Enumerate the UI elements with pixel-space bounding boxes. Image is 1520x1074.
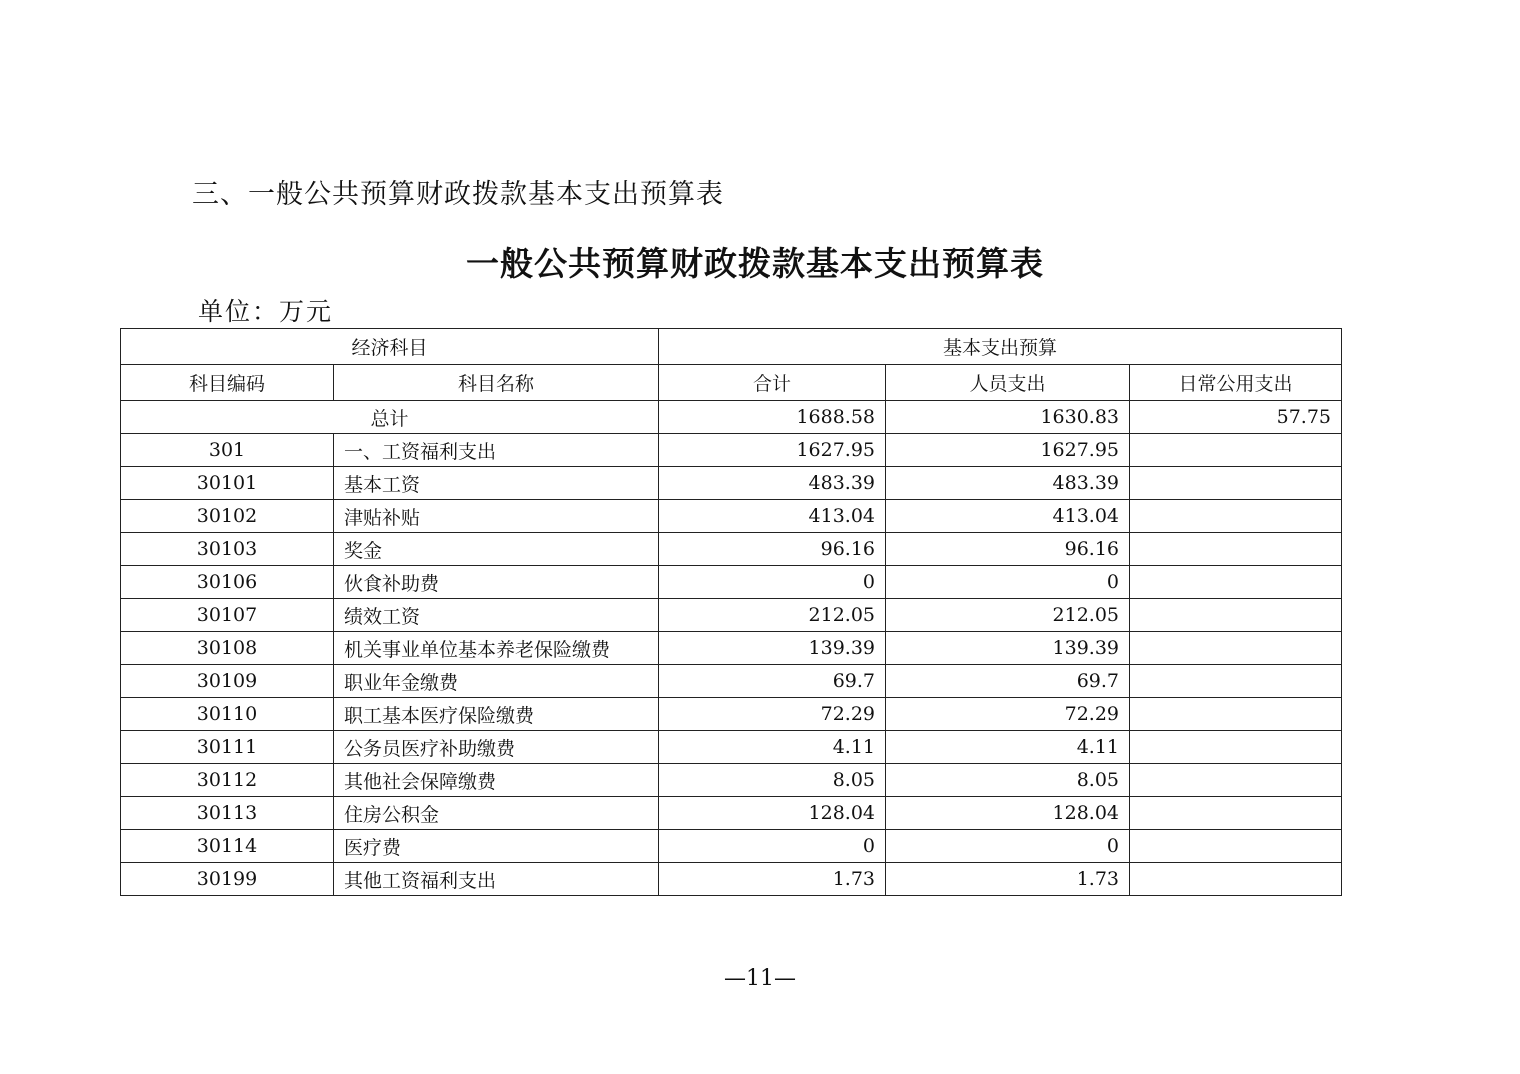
row-name: 一、工资福利支出 bbox=[334, 434, 659, 467]
row-name: 奖金 bbox=[334, 533, 659, 566]
row-code: 30106 bbox=[121, 566, 334, 599]
row-total: 1.73 bbox=[659, 863, 886, 896]
table-row bbox=[121, 797, 1342, 830]
row-public bbox=[1130, 698, 1342, 731]
row-personnel: 69.7 bbox=[886, 665, 1130, 698]
row-code: 301 bbox=[121, 434, 334, 467]
row-public bbox=[1130, 434, 1342, 467]
row-name: 基本工资 bbox=[334, 467, 659, 500]
total-label: 总计 bbox=[121, 401, 659, 434]
total-personnel: 1630.83 bbox=[886, 401, 1130, 434]
row-personnel: 96.16 bbox=[886, 533, 1130, 566]
row-name: 职工基本医疗保险缴费 bbox=[334, 698, 659, 731]
table-row bbox=[121, 599, 1342, 632]
row-public bbox=[1130, 632, 1342, 665]
header-row-group bbox=[121, 329, 1342, 365]
table-row bbox=[121, 533, 1342, 566]
row-public bbox=[1130, 731, 1342, 764]
row-public bbox=[1130, 533, 1342, 566]
header-public: 日常公用支出 bbox=[1130, 365, 1342, 401]
row-name: 机关事业单位基本养老保险缴费 bbox=[334, 632, 659, 665]
row-public bbox=[1130, 599, 1342, 632]
row-personnel: 0 bbox=[886, 830, 1130, 863]
table-row bbox=[121, 566, 1342, 599]
row-total: 72.29 bbox=[659, 698, 886, 731]
row-code: 30107 bbox=[121, 599, 334, 632]
row-name: 津贴补贴 bbox=[334, 500, 659, 533]
table-row bbox=[121, 434, 1342, 467]
row-name: 职业年金缴费 bbox=[334, 665, 659, 698]
row-total: 96.16 bbox=[659, 533, 886, 566]
row-name: 绩效工资 bbox=[334, 599, 659, 632]
row-total: 483.39 bbox=[659, 467, 886, 500]
row-total: 0 bbox=[659, 566, 886, 599]
row-public bbox=[1130, 665, 1342, 698]
row-personnel: 128.04 bbox=[886, 797, 1130, 830]
table-row bbox=[121, 731, 1342, 764]
row-personnel: 1.73 bbox=[886, 863, 1130, 896]
table-row bbox=[121, 467, 1342, 500]
row-personnel: 413.04 bbox=[886, 500, 1130, 533]
row-code: 30112 bbox=[121, 764, 334, 797]
row-total: 413.04 bbox=[659, 500, 886, 533]
row-public bbox=[1130, 566, 1342, 599]
row-code: 30108 bbox=[121, 632, 334, 665]
row-code: 30101 bbox=[121, 467, 334, 500]
table-row bbox=[121, 665, 1342, 698]
row-personnel: 0 bbox=[886, 566, 1130, 599]
row-total: 69.7 bbox=[659, 665, 886, 698]
row-code: 30113 bbox=[121, 797, 334, 830]
budget-table bbox=[120, 328, 1342, 896]
row-name: 其他社会保障缴费 bbox=[334, 764, 659, 797]
row-public bbox=[1130, 764, 1342, 797]
header-basic-expenditure: 基本支出预算 bbox=[659, 329, 1342, 365]
row-public bbox=[1130, 500, 1342, 533]
header-total: 合计 bbox=[659, 365, 886, 401]
section-heading: 三、一般公共预算财政拨款基本支出预算表 bbox=[192, 179, 724, 210]
row-code: 30111 bbox=[121, 731, 334, 764]
row-code: 30199 bbox=[121, 863, 334, 896]
row-personnel: 1627.95 bbox=[886, 434, 1130, 467]
row-name: 医疗费 bbox=[334, 830, 659, 863]
row-personnel: 139.39 bbox=[886, 632, 1130, 665]
page-number: —11— bbox=[724, 966, 796, 991]
header-code: 科目编码 bbox=[121, 365, 334, 401]
row-public bbox=[1130, 797, 1342, 830]
row-total: 0 bbox=[659, 830, 886, 863]
header-economic-category: 经济科目 bbox=[121, 329, 659, 365]
row-public bbox=[1130, 467, 1342, 500]
unit-label: 单位：万元 bbox=[198, 297, 334, 326]
row-personnel: 4.11 bbox=[886, 731, 1130, 764]
row-name: 其他工资福利支出 bbox=[334, 863, 659, 896]
table-row bbox=[121, 632, 1342, 665]
total-public: 57.75 bbox=[1130, 401, 1342, 434]
row-total: 128.04 bbox=[659, 797, 886, 830]
row-personnel: 212.05 bbox=[886, 599, 1130, 632]
row-total: 4.11 bbox=[659, 731, 886, 764]
total-row bbox=[121, 401, 1342, 434]
table-row bbox=[121, 830, 1342, 863]
row-name: 公务员医疗补助缴费 bbox=[334, 731, 659, 764]
row-code: 30103 bbox=[121, 533, 334, 566]
table-row bbox=[121, 698, 1342, 731]
row-public bbox=[1130, 863, 1342, 896]
row-code: 30114 bbox=[121, 830, 334, 863]
row-name: 住房公积金 bbox=[334, 797, 659, 830]
row-total: 212.05 bbox=[659, 599, 886, 632]
row-personnel: 483.39 bbox=[886, 467, 1130, 500]
table-title: 一般公共预算财政拨款基本支出预算表 bbox=[466, 244, 1044, 283]
row-personnel: 8.05 bbox=[886, 764, 1130, 797]
header-row-columns bbox=[121, 365, 1342, 401]
header-name: 科目名称 bbox=[334, 365, 659, 401]
total-total: 1688.58 bbox=[659, 401, 886, 434]
table-row bbox=[121, 500, 1342, 533]
row-personnel: 72.29 bbox=[886, 698, 1130, 731]
row-public bbox=[1130, 830, 1342, 863]
row-total: 1627.95 bbox=[659, 434, 886, 467]
row-code: 30109 bbox=[121, 665, 334, 698]
header-personnel: 人员支出 bbox=[886, 365, 1130, 401]
table-row bbox=[121, 863, 1342, 896]
row-code: 30110 bbox=[121, 698, 334, 731]
row-code: 30102 bbox=[121, 500, 334, 533]
row-total: 139.39 bbox=[659, 632, 886, 665]
table-row bbox=[121, 764, 1342, 797]
row-name: 伙食补助费 bbox=[334, 566, 659, 599]
row-total: 8.05 bbox=[659, 764, 886, 797]
